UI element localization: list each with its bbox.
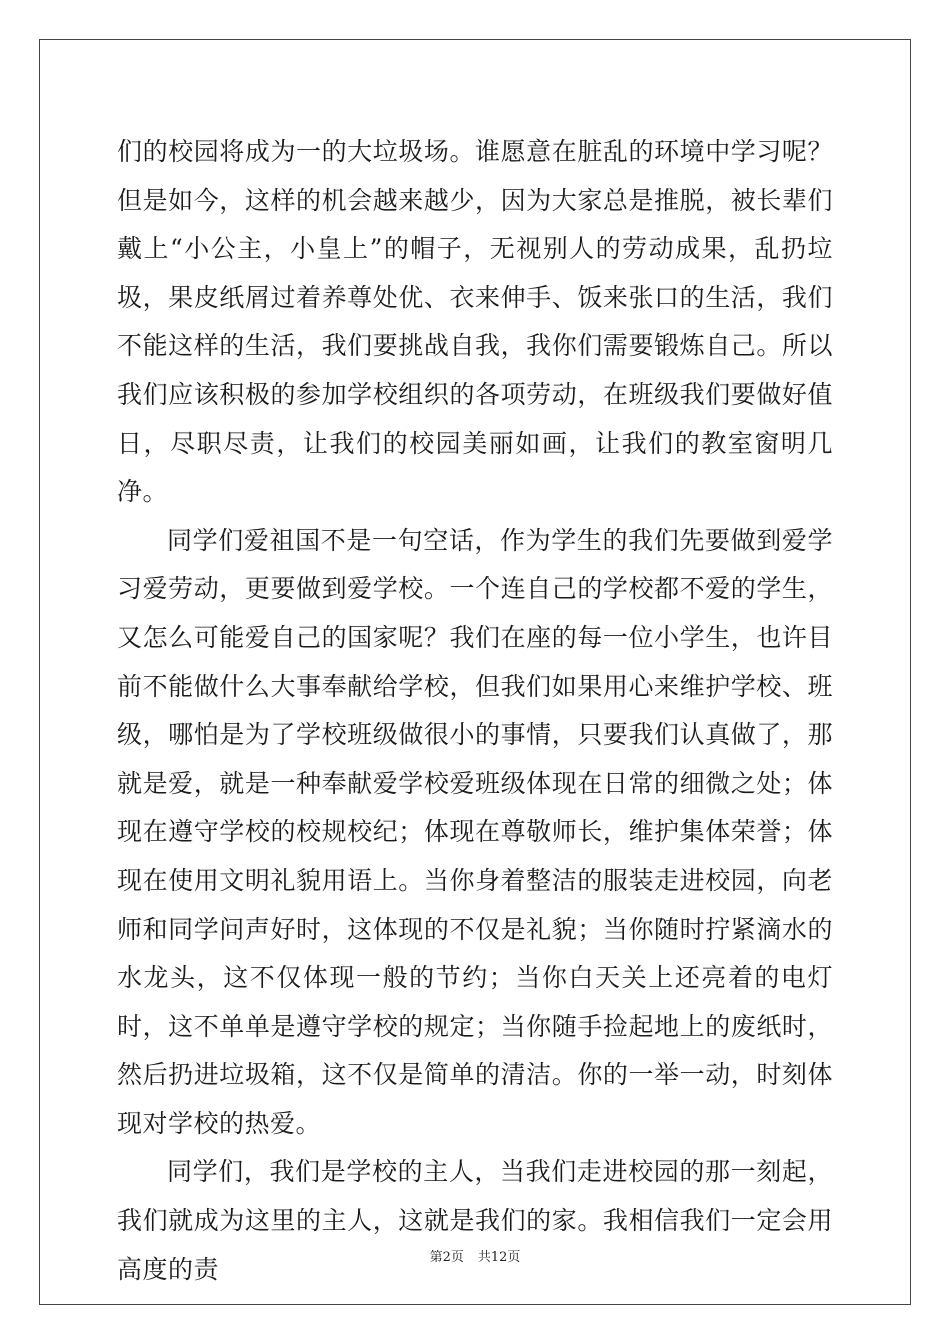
paragraph-3: 同学们，我们是学校的主人，当我们走进校园的那一刻起，我们就成为这里的主人，这就是我们的家。我相信我们一定会用高度的责 (117, 1157, 833, 1284)
paragraph-1: 们的校园将成为一的大垃圾场。谁愿意在脏乱的环境中学习呢？但是如今，这样的机会越来越少，因为大家总是推脱，被长辈们戴上“小公主，小皇上”的帽子，无视别人的劳动成果，乱扔垃圾，果皮纸屑过着养尊处优、衣来伸手、饭来张口的生活，我们不能这样的生活，我们要挑战自我，我你们需要锻炼自己。所以我们应该积极的参加学校组织的各项劳动，在班级我们要做好值日，尽职尽责，让我们的校园美丽如画，让我们的教室窗明几净。 (117, 137, 833, 507)
paragraph-2: 同学们爱祖国不是一句空话，作为学生的我们先要做到爱学习爱劳动，更要做到爱学校。一个连自己的学校都不爱的学生，又怎么可能爱自己的国家呢？我们在座的每一位小学生，也许目前不能做什么大事奉献给学校，但我们如果用心来维护学校、班级，哪怕是为了学校班级做很小的事情，只要我们认真做了，那就是爱，就是一种奉献爱学校爱班级体现在日常的细微之处；体现在遵守学校的校规校纪；体现在尊敬师长，维护集体荣誉；体现在使用文明礼貌用语上。当你身着整洁的服装走进校园，向老师和同学问声好时，这体现的不仅是礼貌；当你随时拧紧滴水的水龙头，这不仅体现一般的节约；当你白天关上还亮着的电灯时，这不单单是遵守学校的规定；当你随手捡起地上的废纸时，然后扔进垃圾箱，这不仅是简单的清洁。你的一举一动，时刻体现对学校的热爱。 (117, 525, 833, 1138)
page-total: 共12页 (477, 1250, 521, 1265)
document-body (117, 128, 833, 1294)
page-footer (0, 1246, 950, 1265)
page-number: 第2页 (429, 1250, 464, 1265)
